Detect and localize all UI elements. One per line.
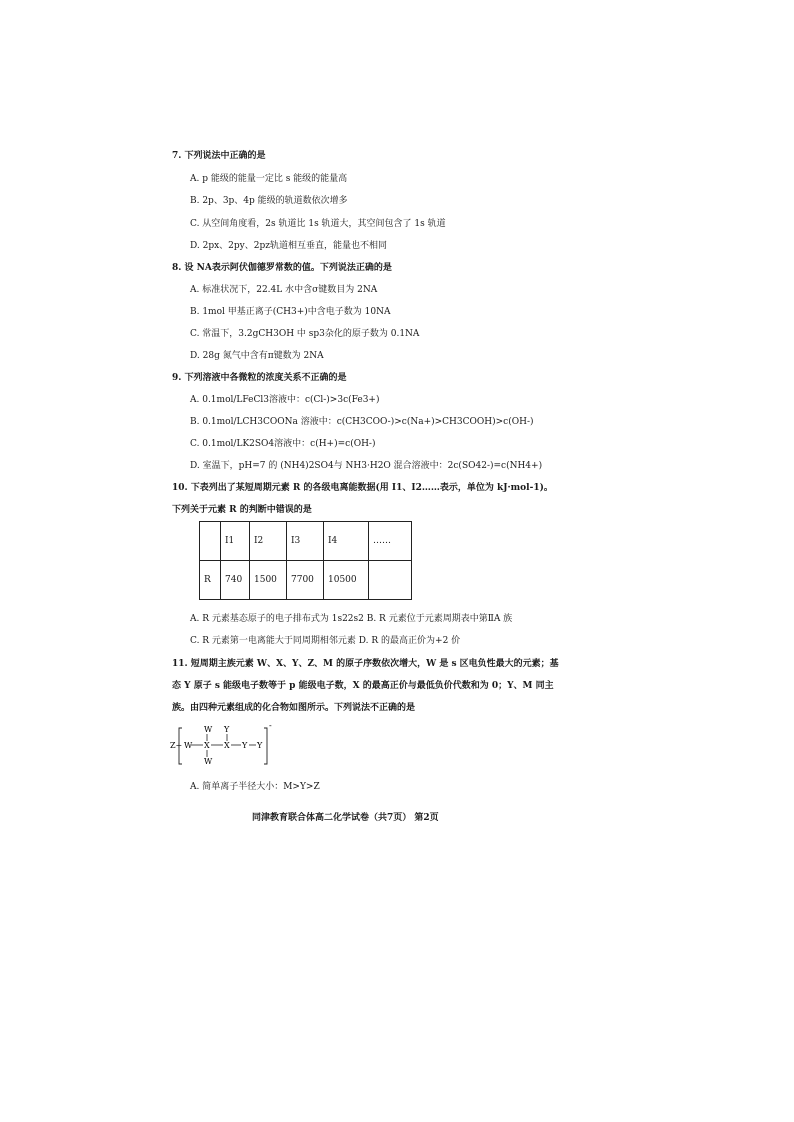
- table-header-row: [200, 522, 412, 561]
- struct-cation: Z+: [170, 741, 183, 750]
- struct-atom: W: [184, 741, 193, 750]
- struct-atom: X: [204, 741, 210, 750]
- right-bracket: [264, 728, 267, 764]
- table-cell: 10500: [324, 561, 369, 600]
- q10-options-row1: A. R 元素基态原子的电子排布式为 1s22s2 B. R 元素位于元素周期表中第ⅡA 族: [190, 614, 513, 624]
- q11-stem-line1: 11. 短周期主族元素 W、X、Y、Z、M 的原子序数依次增大，W 是 s 区电负性最大的元素；基: [172, 659, 559, 669]
- q7-stem: 7. 下列说法中正确的是: [172, 151, 266, 161]
- page-footer: 同津教育联合体高二化学试卷（共7页） 第2页: [252, 813, 439, 823]
- table-header-cell: I2: [250, 522, 287, 561]
- table-cell: [369, 561, 412, 600]
- q9-stem: 9. 下列溶液中各微粒的浓度关系不正确的是: [172, 373, 347, 383]
- table-cell: R: [200, 561, 221, 600]
- struct-charge: -: [269, 722, 272, 730]
- table-header-cell: I4: [324, 522, 369, 561]
- q9-option-c: C. 0.1mol/LK2SO4溶液中：c(H+)=c(OH-): [190, 439, 376, 449]
- q9-option-a: A. 0.1mol/LFeCl3溶液中：c(Cl-)>3c(Fe3+): [190, 395, 380, 405]
- q10-stem-line1: 10. 下表列出了某短周期元素 R 的各级电离能数据(用 I1、I2……表示，单位为 kJ·mol-1)。: [172, 483, 553, 493]
- q8-option-d: D. 28g 氮气中含有π键数为 2NA: [190, 351, 324, 361]
- q10-options-row2: C. R 元素第一电离能大于同周期相邻元素 D. R 的最高正价为+2 价: [190, 636, 461, 646]
- q8-stem: 8. 设 NA表示阿伏伽德罗常数的值。下列说法正确的是: [172, 263, 392, 273]
- struct-atom: X: [224, 741, 230, 750]
- q11-stem-line3: 族。由四种元素组成的化合物如图所示。下列说法不正确的是: [172, 703, 416, 713]
- q11-stem-line2: 态 Y 原子 s 能级电子数等于 p 能级电子数，X 的最高正价与最低负价代数和为 0；Y、M 同主: [172, 681, 554, 691]
- table-header-cell: [200, 522, 221, 561]
- q8-option-b: B. 1mol 甲基正离子(CH3+)中含电子数为 10NA: [190, 307, 391, 317]
- struct-atom: W: [204, 725, 213, 734]
- q7-option-b: B. 2p、3p、4p 能级的轨道数依次增多: [190, 196, 348, 206]
- q10-stem-line2: 下列关于元素 R 的判断中错误的是: [172, 505, 312, 515]
- table-row: [200, 561, 412, 600]
- ionization-energy-table: [199, 521, 412, 600]
- q9-option-b: B. 0.1mol/LCH3COONa 溶液中：c(CH3COO-)>c(Na+)>CH3COOH)>c(OH-): [190, 417, 534, 427]
- q9-option-d: D. 室温下，pH=7 的 (NH4)2SO4与 NH3·H2O 混合溶液中：2c(SO42-)=c(NH4+): [190, 461, 543, 471]
- struct-atom: Y: [242, 741, 248, 750]
- table-cell: 1500: [250, 561, 287, 600]
- q7-option-a: A. p 能级的能量一定比 s 能级的能量高: [190, 174, 348, 184]
- q7-option-d: D. 2px、2py、2pz轨道相互垂直，能量也不相同: [190, 241, 387, 251]
- struct-atom: Y: [224, 725, 230, 734]
- q11-option-a: A. 简单离子半径大小：M>Y>Z: [190, 782, 320, 792]
- q8-option-c: C. 常温下，3.2gCH3OH 中 sp3杂化的原子数为 0.1NA: [190, 329, 420, 339]
- table-header-cell: ……: [369, 522, 412, 561]
- table-header-cell: I1: [221, 522, 250, 561]
- table-cell: 740: [221, 561, 250, 600]
- struct-atom: W: [204, 757, 213, 766]
- q7-option-c: C. 从空间角度看，2s 轨道比 1s 轨道大，其空间包含了 1s 轨道: [190, 219, 446, 229]
- q8-option-a: A. 标准状况下，22.4L 水中含σ键数目为 2NA: [190, 285, 378, 295]
- compound-structure-diagram: [168, 722, 278, 770]
- struct-atom: Y: [257, 741, 263, 750]
- table-header-cell: I3: [287, 522, 324, 561]
- table-cell: 7700: [287, 561, 324, 600]
